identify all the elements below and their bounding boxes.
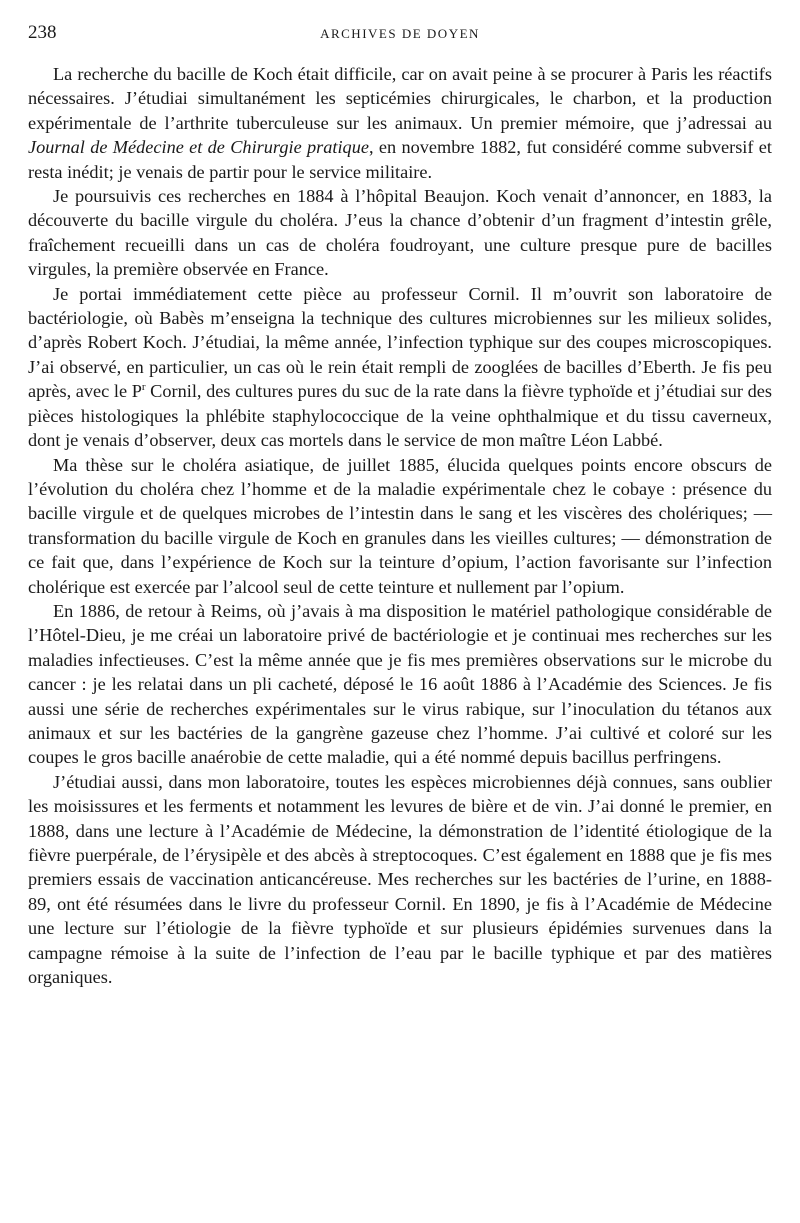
text-segment: Cornil, des cultures pures du suc de la rate dans la fièvre typhoïde et j’étudiai sur des pièces histologiques la phlébite staphylococcique de la veine ophthalmique et du tissu caverneux, dont je venais d’observer, deux cas mortels dans le service de mon maître Léon Labbé. (28, 381, 772, 451)
text-segment: Je portai immédiatement cette pièce au professeur Cornil. Il m’ouvrit son laboratoire de bactériologie, où Babès m’enseigna la technique des cultures microbiennes sur les milieux solides, d’après Robert Koch. J’étudiai, la même année, l’infection typhique sur des coupes microscopiques. J’ai observé, en particulier, un cas où le rein était rempli de zooglées de bacilles d’Eberth. Je fis peu après, avec le P (28, 283, 772, 402)
page-number: 238 (28, 22, 57, 43)
body-text (28, 62, 772, 989)
text-segment: La recherche du bacille de Koch était difficile, car on avait peine à se procurer à Paris les réactifs nécessaires. J’étudiai simultanément les septicémies chirurgicales, le charbon, et la production expérimentale de l’arthrite tuberculeuse sur les animaux. Un premier mémoire, que j’adressai au (28, 64, 772, 133)
superscript: r (141, 381, 146, 394)
running-head: ARCHIVES DE DOYEN (320, 26, 480, 41)
paragraph (28, 599, 772, 770)
paragraph (28, 62, 772, 184)
text-segment: Ma thèse sur le choléra asiatique, de juillet 1885, élucida quelques points encore obscurs de l’évolution du choléra chez l’homme et de la maladie expérimentale chez le cobaye : présence du bacille virgule et de quelques microbes de l’intestin dans le sang et les viscères des cholériques; — transformation du bacille virgule de Koch en granules dans les vieilles cultures; — démonstration de ce fait que, dans l’expérience de Koch sur la teinture d’opium, l’action favorisante sur l’infection cholérique est exercée par l’alcool seul de cette teinture et nullement par l’opium. (28, 454, 772, 597)
paragraph (28, 453, 772, 599)
paragraph (28, 770, 772, 990)
paragraph (28, 282, 772, 453)
paragraph (28, 184, 772, 282)
text-segment: Je poursuivis ces recherches en 1884 à l’hôpital Beaujon. Koch venait d’annoncer, en 1883, la découverte du bacille virgule du choléra. J’eus la chance d’obtenir d’un fragment d’intestin grêle, fraîchement recueilli dans un cas de choléra foudroyant, une culture presque pure de bacilles virgules, la première observée en France. (28, 186, 772, 280)
journal-title: Journal de Médecine et de Chirurgie pratique (28, 137, 369, 158)
text-segment: , en novembre 1882, fut considéré comme subversif et resta inédit; je venais de partir pour le service militaire. (28, 137, 772, 182)
text-segment: J’étudiai aussi, dans mon laboratoire, toutes les espèces microbiennes déjà connues, sans oublier les moisissures et les ferments et notamment les levures de bière et de vin. J’ai donné le premier, en 1888, dans une lecture à l’Académie de Médecine, la démonstration de l’identité étiologique de la fièvre puerpérale, de l’érysipèle et des abcès à streptocoques. C’est également en 1888 que je fis mes premiers essais de vaccination anticancéreuse. Mes recherches sur les bactéries de l’urine, en 1888-89, ont été résumées dans le livre du professeur Cornil. En 1890, je fis à l’Académie de Médecine une lecture sur l’étiologie de la fièvre typhoïde et sur plusieurs épidémies survenues dans la campagne rémoise à la suite de l’infection de l’eau par le bacille typhique et par des matières organiques. (28, 771, 772, 988)
text-segment: En 1886, de retour à Reims, où j’avais à ma disposition le matériel pathologique considérable de l’Hôtel-Dieu, je me créai un laboratoire privé de bactériologie et je continuai mes recherches sur les maladies infectieuses. C’est la même année que je fis mes premières observations sur le microbe du cancer : je les relatai dans un pli cacheté, déposé le 16 août 1886 à l’Académie des Sciences. Je fis aussi une série de recherches expérimentales sur le virus rabique, sur l’inoculation du tétanos aux animaux et sur les bactéries de la gangrène gazeuse chez l’homme. J’ai cultivé et coloré sur les coupes le gros bacille anaérobie de cette maladie, qui a été nommé depuis bacillus perfringens. (28, 600, 772, 768)
page-header (28, 22, 772, 48)
